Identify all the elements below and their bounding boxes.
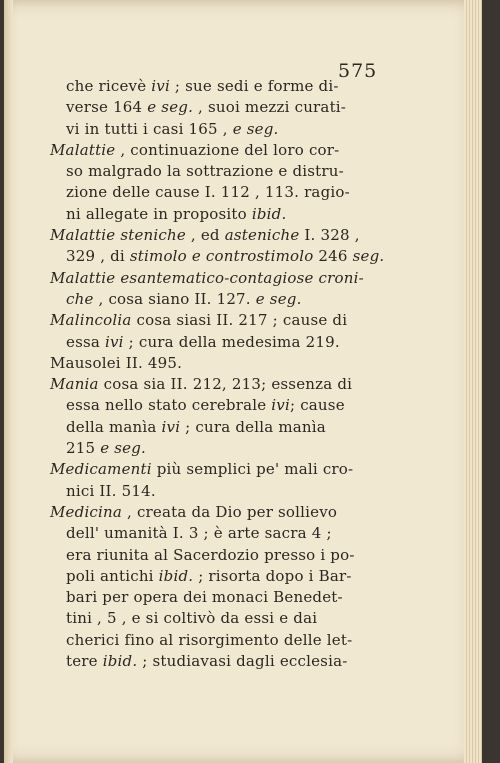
italic-text: Malincolia — [50, 311, 132, 330]
index-line — [50, 438, 400, 459]
italic-text: Medicamenti — [50, 460, 152, 479]
italic-text: Mania — [50, 375, 99, 394]
index-line — [50, 417, 400, 438]
index-entry-line — [50, 310, 400, 331]
text-segment: della manìa — [66, 417, 162, 436]
text-segment: bari per opera dei monaci Benedet- — [66, 588, 343, 607]
italic-text: ibid. — [102, 652, 138, 671]
index-entry-line — [50, 353, 400, 374]
text-segment: , continuazione del loro cor- — [115, 140, 340, 159]
text-segment: essa — [66, 332, 105, 351]
italic-text: asteniche — [224, 226, 300, 245]
italic-text: seg. — [352, 247, 385, 266]
text-segment: nici II. 514. — [66, 481, 156, 500]
text-segment: 329 , di — [66, 247, 130, 266]
text-segment: , creata da Dio per sollievo — [122, 502, 338, 521]
italic-text: ivi — [271, 396, 290, 415]
index-line — [50, 161, 400, 182]
text-segment: tini , 5 , e si coltivò da essi e dai — [66, 609, 318, 628]
italic-text: Malattie — [50, 140, 116, 159]
index-line — [50, 545, 400, 566]
index-entry-line — [50, 225, 400, 246]
index-line — [50, 289, 400, 310]
index-line — [50, 119, 400, 140]
text-segment: cherici fino al risorgimento delle let- — [66, 630, 353, 649]
index-line — [50, 246, 400, 267]
italic-text: Malattie esantematico-contagiose croni- — [50, 268, 364, 287]
text-segment: essa nello stato cerebrale — [66, 396, 272, 415]
text-segment: era riunita al Sacerdozio presso i po- — [66, 545, 355, 564]
text-segment: cosa sia II. 212, 213; essenza di — [98, 375, 353, 394]
page-gutter — [4, 0, 13, 763]
text-segment: , ed — [185, 226, 225, 245]
text-segment: poli antichi — [66, 566, 159, 585]
index-line — [50, 651, 400, 672]
text-segment: I. 328 , — [299, 226, 360, 245]
italic-text: ivi — [104, 332, 124, 351]
text-segment: ni allegate in proposito — [66, 204, 252, 223]
text-segment: più semplici pe' mali cro- — [151, 460, 354, 479]
italic-text: Malattie steniche — [50, 226, 186, 245]
italic-text: e seg. — [232, 119, 279, 138]
text-segment: so malgrado la sottrazione e distru- — [66, 162, 344, 181]
index-line — [50, 523, 400, 544]
index-line — [50, 332, 400, 353]
italic-text: ivi — [161, 417, 181, 436]
italic-text: e seg. — [255, 289, 302, 308]
text-segment: 215 — [66, 439, 101, 458]
index-entry-line — [50, 502, 400, 523]
italic-text: ibid. — [158, 566, 194, 585]
index-entry-line — [50, 459, 400, 480]
text-segment: , suoi mezzi curati- — [193, 98, 347, 117]
italic-text: e seg. — [147, 98, 194, 117]
index-entry-line — [50, 268, 400, 289]
index-line — [50, 182, 400, 203]
index-line — [50, 97, 400, 118]
text-segment: ; cura della manìa — [180, 417, 326, 436]
page-number: 575 — [338, 60, 378, 82]
italic-text: ibid. — [251, 204, 287, 223]
text-segment: 246 — [313, 247, 353, 266]
index-entry-line — [50, 140, 400, 161]
text-segment: ; cura della medesima 219. — [123, 332, 340, 351]
text-segment: dell' umanità I. 3 ; è arte sacra 4 ; — [66, 524, 332, 543]
text-segment: cosa siasi II. 217 ; cause di — [131, 311, 348, 330]
text-segment: vi in tutti i casi 165 , — [66, 119, 233, 138]
page-edges — [464, 0, 482, 763]
index-line — [50, 566, 400, 587]
text-segment: Mausolei II. 495. — [50, 353, 183, 372]
text-segment: ; studiavasi dagli ecclesia- — [137, 652, 348, 671]
index-line — [50, 204, 400, 225]
text-segment: che ricevè — [66, 77, 152, 95]
text-segment: ; risorta dopo i Bar- — [193, 566, 352, 585]
text-segment: ; cause — [289, 396, 345, 415]
index-line — [50, 608, 400, 629]
index-entry-line — [50, 374, 400, 395]
index-line — [50, 76, 400, 97]
index-line — [50, 395, 400, 416]
italic-text: stimolo e controstimolo — [129, 247, 314, 266]
text-segment: , cosa siano II. 127. — [93, 289, 256, 308]
text-segment: tere — [66, 652, 103, 671]
index-line — [50, 630, 400, 651]
index-line — [50, 481, 400, 502]
index-line — [50, 587, 400, 608]
index-text — [50, 76, 400, 672]
text-segment: ; sue sedi e forme di- — [169, 77, 339, 95]
text-segment: verse 164 — [66, 98, 148, 117]
book-page — [4, 0, 482, 763]
italic-text: ivi — [151, 77, 170, 95]
italic-text: e seg. — [100, 439, 146, 458]
italic-text: che — [66, 289, 94, 308]
italic-text: Medicina — [50, 502, 123, 521]
text-segment: zione delle cause I. 112 , 113. ragio- — [66, 183, 350, 202]
